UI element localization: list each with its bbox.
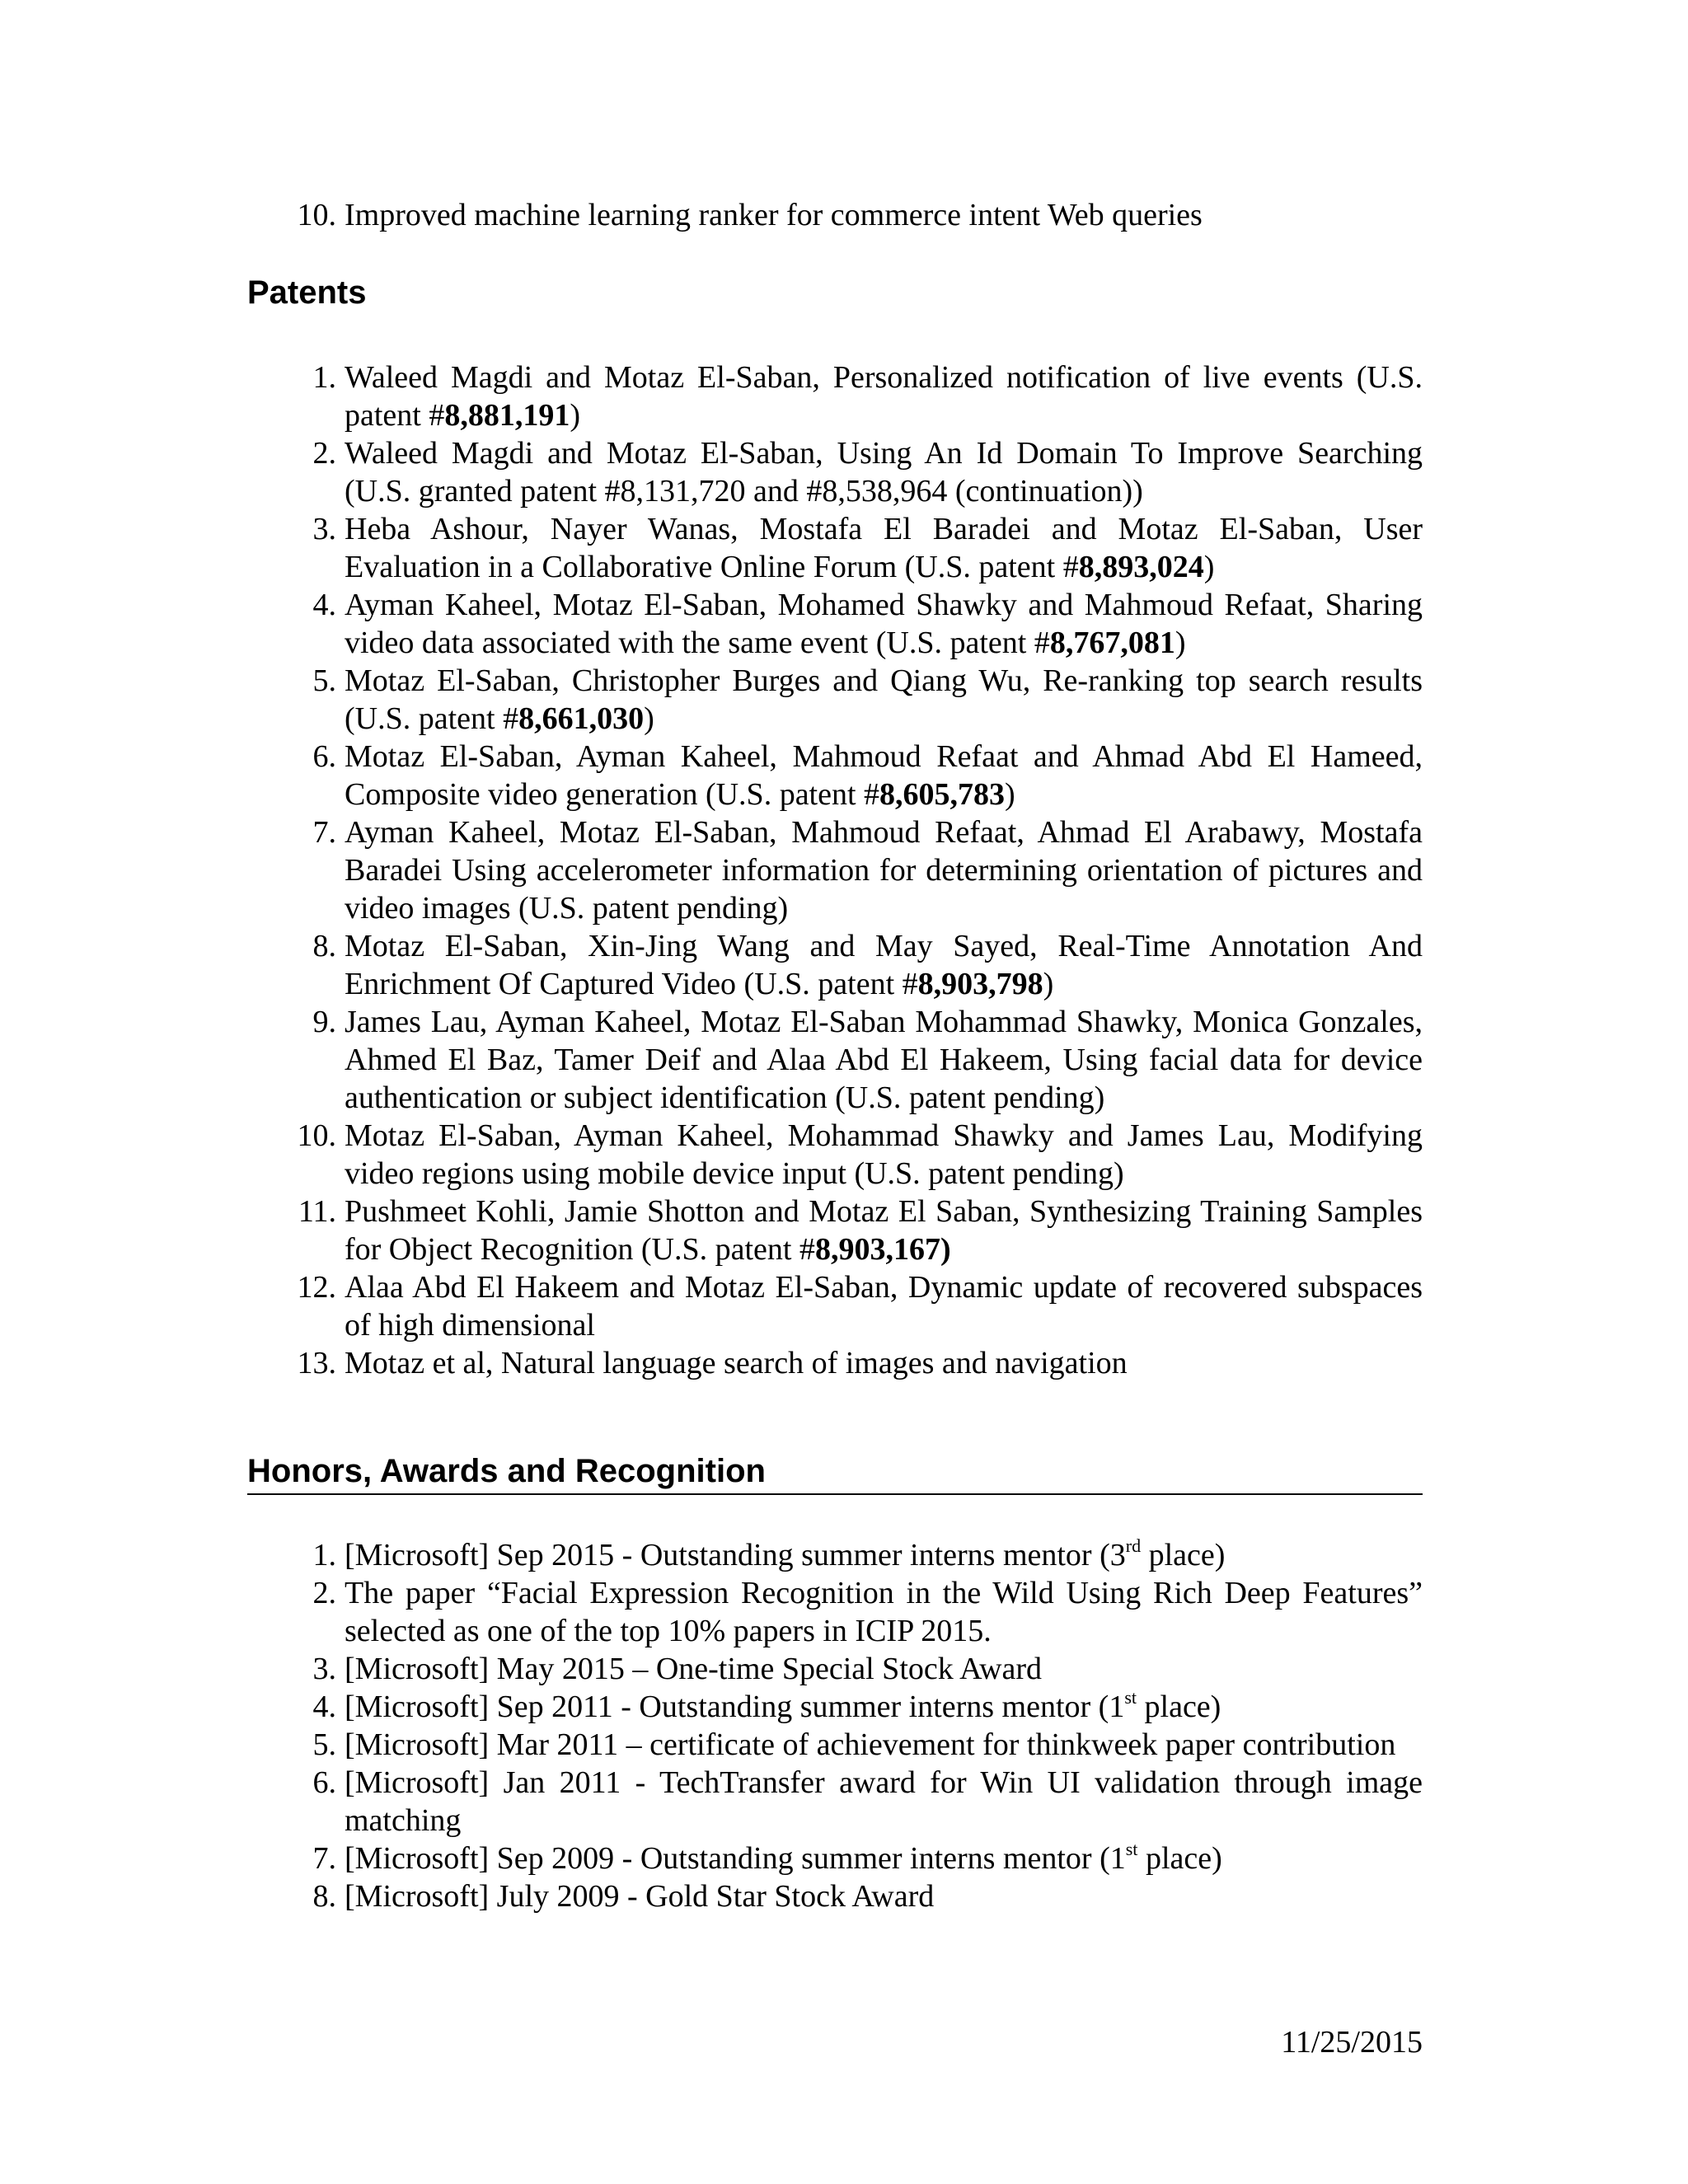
item-tail: ) bbox=[1175, 626, 1186, 660]
item-number: 10 . bbox=[247, 196, 336, 234]
item-number: 4 . bbox=[247, 586, 336, 624]
honors-list bbox=[247, 1536, 1423, 1915]
patents-heading: Patents bbox=[247, 274, 367, 311]
item-number: 8 . bbox=[247, 927, 336, 965]
previous-list-continuation bbox=[247, 196, 1423, 234]
item-text: [Microsoft] Sep 2015 - Outstanding summer interns mentor (3 bbox=[345, 1538, 1126, 1572]
item-text: [Microsoft] Mar 2011 – certificate of achievement for thinkweek paper contribution bbox=[345, 1727, 1396, 1762]
item-text: Alaa Abd El Hakeem and Motaz El-Saban, Dynamic update of recovered subspaces of high dimensional bbox=[345, 1270, 1423, 1343]
honor-item bbox=[247, 1650, 1423, 1688]
item-tail: place) bbox=[1137, 1690, 1221, 1724]
item-number: 10 . bbox=[247, 1117, 336, 1155]
patent-item bbox=[247, 359, 1423, 434]
patent-item bbox=[247, 662, 1423, 738]
honor-item bbox=[247, 1764, 1423, 1840]
item-text: [Microsoft] Sep 2011 - Outstanding summer interns mentor (1 bbox=[345, 1690, 1125, 1724]
patent-item bbox=[247, 1268, 1423, 1344]
item-tail: ) bbox=[570, 398, 581, 433]
item-text: Waleed Magdi and Motaz El-Saban, Using An Id Domain To Improve Searching (U.S. granted patent #8,131,720 and #8,538,964 (continuation)) bbox=[345, 436, 1423, 509]
item-number: 9 . bbox=[247, 1003, 336, 1041]
ordinal-suffix: st bbox=[1125, 1839, 1138, 1859]
item-number: 7 . bbox=[247, 813, 336, 851]
item-text: [Microsoft] July 2009 - Gold Star Stock Award bbox=[345, 1879, 935, 1914]
item-number: 4 . bbox=[247, 1688, 336, 1726]
item-text: Pushmeet Kohli, Jamie Shotton and Motaz El Saban, Synthesizing Training Samples for Object Recognition (U.S. patent # bbox=[345, 1194, 1423, 1267]
item-text: Ayman Kaheel, Motaz El-Saban, Mohamed Shawky and Mahmoud Refaat, Sharing video data associated with the same event (U.S. patent # bbox=[345, 588, 1423, 660]
item-text: Motaz El-Saban, Christopher Burges and Qiang Wu, Re-ranking top search results (U.S. patent # bbox=[345, 663, 1423, 736]
patent-item bbox=[247, 1344, 1423, 1382]
item-number: 2 . bbox=[247, 1574, 336, 1612]
honor-item bbox=[247, 1840, 1423, 1877]
patent-item bbox=[247, 1003, 1423, 1117]
patent-item bbox=[247, 738, 1423, 813]
patent-number: 8,893,024 bbox=[1078, 550, 1204, 584]
item-text: [Microsoft] Jan 2011 - TechTransfer award for Win UI validation through image matching bbox=[345, 1765, 1423, 1838]
patent-number: 8,903,798 bbox=[917, 967, 1043, 1001]
patent-item bbox=[247, 1117, 1423, 1193]
item-number: 5 . bbox=[247, 662, 336, 700]
patent-item bbox=[247, 813, 1423, 927]
honors-heading: Honors, Awards and Recognition bbox=[247, 1453, 766, 1489]
patent-number: 8,881,191 bbox=[444, 398, 570, 433]
patent-item bbox=[247, 1193, 1423, 1268]
item-text: Motaz El-Saban, Xin-Jing Wang and May Sayed, Real-Time Annotation And Enrichment Of Captured Video (U.S. patent # bbox=[345, 929, 1423, 1001]
patent-item bbox=[247, 434, 1423, 510]
patent-item bbox=[247, 586, 1423, 662]
honor-item bbox=[247, 1536, 1423, 1574]
item-text: James Lau, Ayman Kaheel, Motaz El-Saban Mohammad Shawky, Monica Gonzales, Ahmed El Baz, Tamer Deif and Alaa Abd El Hakeem, Using facial data for device authentication or subject identification (U.S. patent pending) bbox=[345, 1005, 1423, 1115]
item-text: The paper “Facial Expression Recognition in the Wild Using Rich Deep Features” selected as one of the top 10% papers in ICIP 2015. bbox=[345, 1576, 1423, 1648]
item-text: Ayman Kaheel, Motaz El-Saban, Mahmoud Refaat, Ahmad El Arabawy, Mostafa Baradei Using accelerometer information for determining orientation of pictures and video images (U.S. patent pending) bbox=[345, 815, 1423, 926]
item-number: 3 . bbox=[247, 1650, 336, 1688]
honor-item bbox=[247, 1877, 1423, 1915]
item-number: 7 . bbox=[247, 1840, 336, 1877]
patent-item bbox=[247, 510, 1423, 586]
item-number: 5 . bbox=[247, 1726, 336, 1764]
honor-item bbox=[247, 1574, 1423, 1650]
patents-list bbox=[247, 359, 1423, 1382]
item-number: 12 . bbox=[247, 1268, 336, 1306]
patent-item bbox=[247, 927, 1423, 1003]
item-number: 1 . bbox=[247, 359, 336, 396]
patent-number: 8,661,030 bbox=[518, 701, 645, 736]
item-text: Motaz et al, Natural language search of images and navigation bbox=[345, 1346, 1128, 1380]
item-tail: place) bbox=[1141, 1538, 1226, 1572]
patent-number: 8,605,783 bbox=[879, 777, 1006, 812]
item-text: [Microsoft] Sep 2009 - Outstanding summer interns mentor (1 bbox=[345, 1841, 1126, 1876]
item-number: 13 . bbox=[247, 1344, 336, 1382]
patent-number: 8,903,167) bbox=[814, 1232, 951, 1267]
item-tail: ) bbox=[644, 701, 654, 736]
item-text: [Microsoft] May 2015 – One-time Special Stock Award bbox=[345, 1652, 1043, 1686]
item-tail: place) bbox=[1137, 1841, 1222, 1876]
item-number: 11 . bbox=[247, 1193, 336, 1230]
item-text: Motaz El-Saban, Ayman Kaheel, Mohammad Shawky and James Lau, Modifying video regions using mobile device input (U.S. patent pending) bbox=[345, 1118, 1423, 1191]
item-number: 6 . bbox=[247, 1764, 336, 1802]
item-number: 3 . bbox=[247, 510, 336, 548]
item-tail: ) bbox=[1005, 777, 1015, 812]
ordinal-suffix: st bbox=[1124, 1687, 1137, 1708]
list-item bbox=[247, 196, 1423, 234]
item-text: Motaz El-Saban, Ayman Kaheel, Mahmoud Refaat and Ahmad Abd El Hameed, Composite video generation (U.S. patent # bbox=[345, 739, 1423, 812]
item-tail: ) bbox=[1203, 550, 1215, 584]
honor-item bbox=[247, 1726, 1423, 1764]
section-divider bbox=[247, 1493, 1423, 1495]
patent-number: 8,767,081 bbox=[1049, 626, 1175, 660]
item-text: Heba Ashour, Nayer Wanas, Mostafa El Baradei and Motaz El-Saban, User Evaluation in a Collaborative Online Forum (U.S. patent # bbox=[345, 512, 1423, 584]
item-number: 2 . bbox=[247, 434, 336, 472]
item-number: 1 . bbox=[247, 1536, 336, 1574]
item-number: 6 . bbox=[247, 738, 336, 776]
ordinal-suffix: rd bbox=[1125, 1535, 1142, 1556]
item-text: Improved machine learning ranker for commerce intent Web queries bbox=[345, 198, 1203, 232]
honor-item bbox=[247, 1688, 1423, 1726]
footer-date: 11/25/2015 bbox=[1281, 2025, 1423, 2060]
item-tail: ) bbox=[1043, 967, 1054, 1001]
item-text: Waleed Magdi and Motaz El-Saban, Personalized notification of live events (U.S. patent # bbox=[345, 360, 1423, 433]
item-number: 8 . bbox=[247, 1877, 336, 1915]
